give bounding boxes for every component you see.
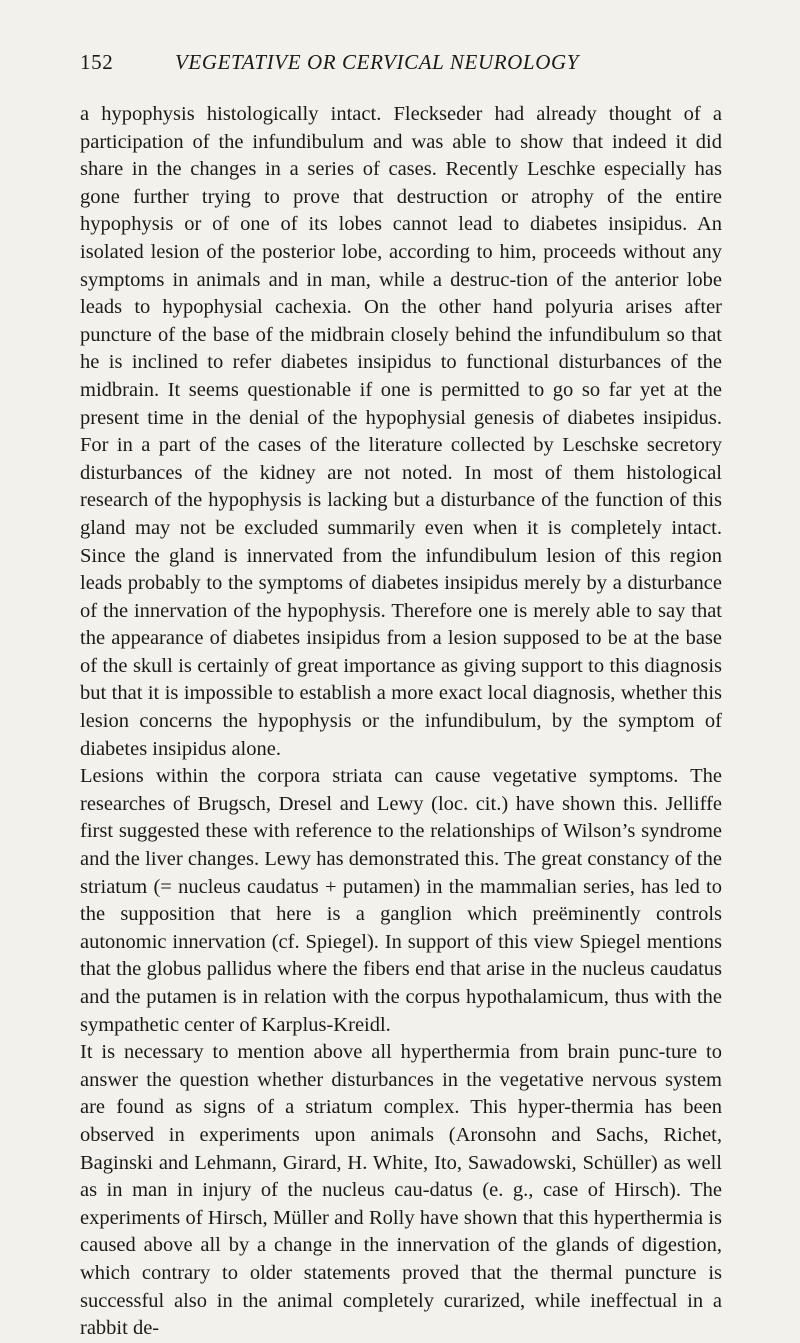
running-head: [80, 50, 716, 86]
running-title: VEGETATIVE OR CERVICAL NEUROLOGY: [175, 50, 580, 74]
paragraph-hypophysis: a hypophysis histologically intact. Fleckseder had already thought of a participation of the infundibulum and was able to show that indeed it did share in the changes in a series of cases. Recently Leschke especially has gone further trying to prove that destruction or atrophy of the entire hypophysis or of one of its lobes cannot lead to diabetes insipidus. An isolated lesion of the posterior lobe, according to him, proceeds without any symptoms in animals and in man, while a destruc-tion of the anterior lobe leads to hypophysial cachexia. On the other hand polyuria arises after puncture of the base of the midbrain closely behind the infundibulum so that he is inclined to refer diabetes insipidus to functional disturbances of the midbrain. It seems questionable if one is permitted to go so far yet at the present time in the denial of the hypophysial genesis of diabetes insipidus. For in a part of the cases of the literature collected by Leschske secretory disturbances of the kidney are not noted. In most of them histological research of the hypophysis is lacking but a disturbance of the function of this gland may not be excluded summarily even when it is completely intact. Since the gland is innervated from the infundibulum lesion of this region leads probably to the symptoms of diabetes insipidus merely by a disturbance of the innervation of the hypophysis. Therefore one is merely able to say that the appearance of diabetes insipidus from a lesion supposed to be at the base of the skull is certainly of great importance as giving support to this diagnosis but that it is impossible to establish a more exact local diagnosis, whether this lesion concerns the hypophysis or the infundibulum, by the symptom of diabetes insipidus alone.: [80, 103, 722, 760]
paragraph-corpora-striata: Lesions within the corpora striata can cause vegetative symptoms. The researches of Brugsch, Dresel and Lewy (loc. cit.) have shown this. Jelliffe first suggested these with reference to the relationships of Wilson’s syndrome and the liver changes. Lewy has demonstrated this. The great constancy of the striatum (= nucleus caudatus + putamen) in the mammalian series, has led to the supposition that here is a ganglion which preëminently controls autonomic innervation (cf. Spiegel). In support of this view Spiegel mentions that the globus pallidus where the fibers end that arise in the nucleus caudatus and the putamen is in relation with the corpus hypothalamicum, thus with the sympathetic center of Karplus-Kreidl.: [80, 765, 722, 1036]
page-number: 152: [80, 50, 114, 74]
paragraph-hyperthermia: It is necessary to mention above all hyperthermia from brain punc-ture to answer the question whether disturbances in the vegetative nervous system are found as signs of a striatum complex. This hyper-thermia has been observed in experiments upon animals (Aronsohn and Sachs, Richet, Baginski and Lehmann, Girard, H. White, Ito, Sawadowski, Schüller) as well as in man in injury of the nucleus cau-datus (e. g., case of Hirsch). The experiments of Hirsch, Müller and Rolly have shown that this hyperthermia is caused above all by a change in the innervation of the glands of digestion, which contrary to older statements proved that the thermal puncture is successful also in the animal completely curarized, while ineffectual in a rabbit de-: [80, 1041, 722, 1340]
body-text: [80, 101, 722, 1343]
